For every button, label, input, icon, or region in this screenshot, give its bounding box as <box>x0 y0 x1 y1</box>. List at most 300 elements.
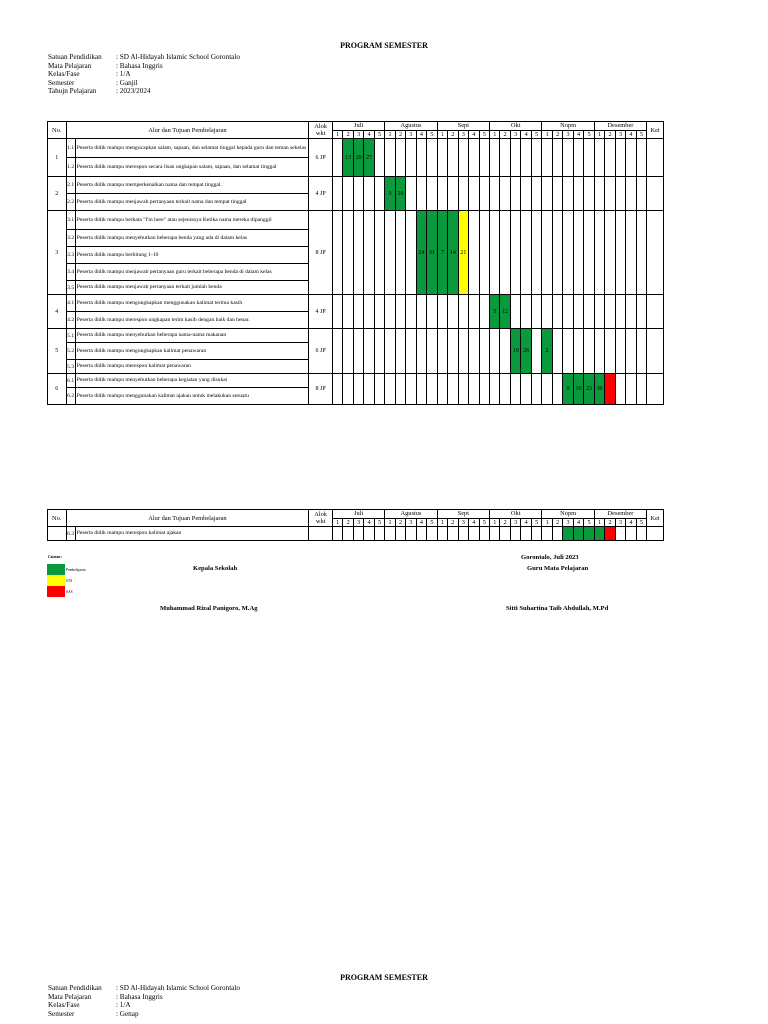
header-week: 5 <box>531 130 542 139</box>
schedule-mark: 31 <box>427 211 437 295</box>
schedule-cell <box>636 211 647 295</box>
header-week: 4 <box>626 518 636 527</box>
header-week: 1 <box>385 518 395 527</box>
header-week: 2 <box>448 518 458 527</box>
schedule-mark <box>573 527 583 541</box>
row-alokasi <box>309 527 333 541</box>
row-description: Peserta didik mampu menggunakan kalimat ajakan untuk melakukan sesuatu <box>75 388 309 405</box>
row-sub-number: 3.4 <box>66 264 75 281</box>
schedule-cell <box>416 527 426 541</box>
schedule-cell <box>573 329 583 374</box>
schedule-cell <box>427 139 437 177</box>
header-week: 2 <box>395 130 405 139</box>
schedule-cell <box>343 177 353 211</box>
row-sub-number: 2.2 <box>66 194 75 211</box>
schedule-mark: 14 <box>448 211 458 295</box>
row-number: 2 <box>48 177 67 211</box>
row-alokasi: 4 JP <box>309 295 333 329</box>
header-row-months <box>48 510 664 519</box>
legend-label-sts: STS <box>66 579 73 583</box>
schedule-cell <box>573 295 583 329</box>
schedule-cell <box>573 177 583 211</box>
header-week: 5 <box>479 518 490 527</box>
header-week: 2 <box>500 130 510 139</box>
schedule-cell <box>605 177 615 211</box>
header-week: 3 <box>510 130 520 139</box>
schedule-cell <box>343 295 353 329</box>
schedule-cell <box>448 295 458 329</box>
schedule-cell <box>469 329 479 374</box>
schedule-cell <box>416 295 426 329</box>
info-value: : Bahasa Inggris <box>116 61 163 70</box>
schedule-cell <box>469 295 479 329</box>
schedule-cell <box>353 211 363 295</box>
schedule-mark: 7 <box>437 211 447 295</box>
info-row <box>48 53 240 62</box>
info-label: Satuan Pendidikan <box>48 53 102 61</box>
schedule-cell <box>395 139 405 177</box>
schedule-cell <box>374 211 384 295</box>
schedule-cell <box>584 211 595 295</box>
schedule-cell <box>343 374 353 405</box>
row-sub-number: 5.1 <box>66 329 75 343</box>
schedule-cell <box>385 374 395 405</box>
schedule-cell <box>479 527 490 541</box>
schedule-cell <box>594 139 604 177</box>
schedule-cell <box>626 177 636 211</box>
header-week: 2 <box>343 130 353 139</box>
schedule-cell <box>594 295 604 329</box>
schedule-cell <box>332 374 342 405</box>
table-row <box>48 295 664 312</box>
schedule-cell <box>500 527 510 541</box>
header-month: Okt <box>490 510 542 519</box>
table-row <box>48 139 664 158</box>
schedule-cell <box>636 329 647 374</box>
schedule-mark: 20 <box>353 139 363 177</box>
row-alokasi: 8 JP <box>309 374 333 405</box>
schedule-cell <box>531 329 542 374</box>
header-week: 2 <box>552 518 562 527</box>
table-row <box>48 527 664 541</box>
schedule-cell <box>479 211 490 295</box>
schedule-cell <box>615 374 625 405</box>
schedule-cell <box>448 527 458 541</box>
info-row <box>48 1001 240 1010</box>
schedule-cell <box>469 374 479 405</box>
schedule-cell <box>448 329 458 374</box>
schedule-cell <box>437 139 447 177</box>
schedule-cell <box>469 211 479 295</box>
schedule-mark: 26 <box>521 329 531 374</box>
schedule-mark <box>563 527 573 541</box>
program-semester-table <box>47 121 664 405</box>
header-week: 5 <box>427 518 437 527</box>
schedule-cell <box>490 177 500 211</box>
schedule-cell <box>427 329 437 374</box>
schedule-cell <box>500 177 510 211</box>
signature-left-role: Kepala Sekolah <box>193 565 238 572</box>
schedule-cell <box>500 329 510 374</box>
schedule-cell <box>385 527 395 541</box>
info-row <box>48 87 240 96</box>
schedule-cell <box>552 211 562 295</box>
header-week: 1 <box>542 518 552 527</box>
schedule-cell <box>615 295 625 329</box>
header-week: 4 <box>469 518 479 527</box>
header-week: 1 <box>594 130 604 139</box>
schedule-cell <box>521 374 531 405</box>
schedule-cell <box>416 329 426 374</box>
schedule-cell <box>332 329 342 374</box>
schedule-mark: 30 <box>594 374 604 405</box>
schedule-cell <box>374 139 384 177</box>
schedule-cell <box>542 295 552 329</box>
header-week: 1 <box>385 130 395 139</box>
row-keterangan <box>647 374 664 405</box>
schedule-cell <box>563 211 573 295</box>
header-week: 2 <box>343 518 353 527</box>
row-sub-number: 1.1 <box>66 139 75 158</box>
info-value: : Ganjil <box>116 78 138 87</box>
schedule-cell <box>626 295 636 329</box>
info-row <box>48 79 240 88</box>
header-alok: Alok wkt <box>309 122 333 139</box>
info-row <box>48 62 240 71</box>
schedule-cell <box>636 374 647 405</box>
schedule-cell <box>531 374 542 405</box>
header-week: 3 <box>353 518 363 527</box>
schedule-cell <box>406 139 416 177</box>
schedule-cell <box>531 139 542 177</box>
row-description: Peserta didik mampu mengungkapkan menggunakan kalimat terima kasih <box>75 295 309 312</box>
schedule-cell <box>510 177 520 211</box>
schedule-mark: 13 <box>343 139 353 177</box>
header-week: 3 <box>615 518 625 527</box>
header-month: Desember <box>594 122 646 131</box>
schedule-cell <box>521 177 531 211</box>
schedule-cell <box>605 139 615 177</box>
row-sub-number: 3.1 <box>66 211 75 230</box>
row-number: 4 <box>48 295 67 329</box>
header-month: Sept <box>437 510 489 519</box>
row-description: Peserta didik mampu mengungkapkan kalimat penawaran <box>75 343 309 360</box>
info-value: : 2023/2024 <box>116 87 151 96</box>
schedule-cell <box>521 295 531 329</box>
schedule-cell <box>490 329 500 374</box>
schedule-cell <box>416 374 426 405</box>
schedule-cell <box>542 374 552 405</box>
header-month: Juli <box>332 122 384 131</box>
header-no: No. <box>48 122 67 139</box>
schedule-cell <box>458 139 468 177</box>
header-no: No. <box>48 510 67 527</box>
schedule-cell <box>626 527 636 541</box>
table-row <box>48 211 664 230</box>
schedule-cell <box>385 139 395 177</box>
schedule-cell <box>395 211 405 295</box>
header-week: 3 <box>406 130 416 139</box>
header-ket: Ket <box>647 510 664 527</box>
schedule-cell <box>636 139 647 177</box>
schedule-cell <box>364 374 374 405</box>
schedule-cell <box>510 374 520 405</box>
schedule-cell <box>374 295 384 329</box>
info-label: Satuan Pendidikan <box>48 984 102 992</box>
schedule-mark: 5 <box>490 295 500 329</box>
legend-label-pembelajaran: Pembelajaran <box>66 568 86 572</box>
row-alokasi: 6 JP <box>309 329 333 374</box>
schedule-cell <box>353 329 363 374</box>
info-row <box>48 1010 240 1019</box>
header-month: Nopm <box>542 510 594 519</box>
row-sub-number: 5.3 <box>66 360 75 374</box>
schedule-cell <box>395 295 405 329</box>
signature-place-date: Gorontalo, Juli 2023 <box>521 554 579 561</box>
schedule-cell <box>353 374 363 405</box>
schedule-cell <box>364 295 374 329</box>
info-label: Mata Pelajaran <box>48 992 92 1001</box>
schedule-cell <box>353 527 363 541</box>
row-description: Peserta didik mampu menyebutkan beberapa nama-nama makanan <box>75 329 309 343</box>
schedule-mark <box>584 527 595 541</box>
schedule-cell <box>406 374 416 405</box>
row-keterangan <box>647 295 664 329</box>
signature-right-name: Sitti Suhartina Taib Abdullah, M.Pd <box>506 605 609 612</box>
header-week: 4 <box>521 518 531 527</box>
schedule-cell <box>542 211 552 295</box>
header-week: 4 <box>416 130 426 139</box>
schedule-cell <box>552 374 562 405</box>
schedule-mark <box>605 527 615 541</box>
header-week: 5 <box>584 130 595 139</box>
row-sub-number: 3.3 <box>66 247 75 264</box>
schedule-cell <box>364 527 374 541</box>
schedule-cell <box>479 139 490 177</box>
header-week: 2 <box>500 518 510 527</box>
row-description: Peserta didik mampu memperkenalkan nama dan tempat tinggal. <box>75 177 309 194</box>
info-value: : Genap <box>116 1009 139 1018</box>
schedule-mark: 10 <box>395 177 405 211</box>
schedule-cell <box>626 329 636 374</box>
schedule-cell <box>458 374 468 405</box>
schedule-mark: 3 <box>385 177 395 211</box>
schedule-mark: 23 <box>584 374 595 405</box>
header-month: Agustus <box>385 510 437 519</box>
info-label: Tahujn Pelajaran <box>48 87 97 96</box>
row-sub-number: 3.2 <box>66 230 75 247</box>
schedule-mark: 12 <box>500 295 510 329</box>
schedule-cell <box>594 177 604 211</box>
row-sub-number: 3.5 <box>66 281 75 295</box>
row-number <box>48 527 67 541</box>
program-semester-table-continued <box>47 509 664 541</box>
schedule-cell <box>490 374 500 405</box>
header-month: Agustus <box>385 122 437 131</box>
schedule-cell <box>552 295 562 329</box>
header-week: 1 <box>490 130 500 139</box>
schedule-mark <box>594 527 604 541</box>
info-label: Mata Pelajaran <box>48 61 92 70</box>
header-week: 1 <box>490 518 500 527</box>
header-row-months <box>48 122 664 131</box>
schedule-cell <box>584 295 595 329</box>
schedule-mark: 27 <box>364 139 374 177</box>
schedule-cell <box>374 177 384 211</box>
row-sub-number: 4.2 <box>66 312 75 329</box>
header-week: 2 <box>605 130 615 139</box>
schedule-mark: 16 <box>573 374 583 405</box>
schedule-cell <box>364 211 374 295</box>
schedule-cell <box>521 527 531 541</box>
row-keterangan <box>647 139 664 177</box>
schedule-cell <box>605 211 615 295</box>
schedule-cell <box>458 329 468 374</box>
schedule-cell <box>490 139 500 177</box>
schedule-cell <box>395 527 405 541</box>
schedule-cell <box>615 139 625 177</box>
header-week: 2 <box>448 130 458 139</box>
schedule-cell <box>406 177 416 211</box>
schedule-cell <box>615 211 625 295</box>
row-description: Peserta didik mampu merespon secara lisan ungkapan salam, sapaan, dan selamat tinggal <box>75 158 309 177</box>
schedule-cell <box>437 177 447 211</box>
schedule-cell <box>458 177 468 211</box>
schedule-cell <box>531 177 542 211</box>
schedule-cell <box>490 527 500 541</box>
info-row <box>48 993 240 1002</box>
schedule-mark: 24 <box>416 211 426 295</box>
header-week: 4 <box>626 130 636 139</box>
header-week: 1 <box>332 130 342 139</box>
row-alokasi: 8 JP <box>309 211 333 295</box>
schedule-cell <box>374 527 384 541</box>
schedule-cell <box>416 177 426 211</box>
table-row <box>48 374 664 388</box>
schedule-cell <box>615 329 625 374</box>
header-week: 2 <box>395 518 405 527</box>
row-keterangan <box>647 211 664 295</box>
header-alur: Alur dan Tujuan Pembelajaran <box>66 510 309 527</box>
schedule-cell <box>626 374 636 405</box>
header-week: 3 <box>615 130 625 139</box>
row-description: Peserta didik mampu merespon kalimat ajakan <box>75 527 309 541</box>
schedule-cell <box>605 295 615 329</box>
schedule-cell <box>427 295 437 329</box>
schedule-mark: 21 <box>458 211 468 295</box>
schedule-cell <box>479 329 490 374</box>
row-sub-number: 6.2 <box>66 388 75 405</box>
row-number: 1 <box>48 139 67 177</box>
schedule-cell <box>573 139 583 177</box>
header-week: 5 <box>479 130 490 139</box>
schedule-cell <box>364 329 374 374</box>
header-month: Okt <box>490 122 542 131</box>
schedule-cell <box>500 139 510 177</box>
schedule-cell <box>531 211 542 295</box>
schedule-cell <box>469 527 479 541</box>
schedule-cell <box>385 295 395 329</box>
row-sub-number: 1.2 <box>66 158 75 177</box>
signature-right-role: Guru Mata Pelajaran <box>527 565 589 572</box>
schedule-mark: 2 <box>542 329 552 374</box>
schedule-cell <box>395 374 405 405</box>
schedule-cell <box>353 295 363 329</box>
schedule-cell <box>584 139 595 177</box>
row-sub-number: 2.1 <box>66 177 75 194</box>
header-week: 1 <box>594 518 604 527</box>
row-sub-number: 4.1 <box>66 295 75 312</box>
header-week: 5 <box>636 518 647 527</box>
header-week: 4 <box>521 130 531 139</box>
header-alok: Alok wkt <box>309 510 333 527</box>
header-week: 2 <box>605 518 615 527</box>
schedule-cell <box>364 177 374 211</box>
row-description: Peserta didik mampu mengucapkan salam, sapaan, dan selamat tinggal kepada guru dan teman sekelas <box>75 139 309 158</box>
schedule-cell <box>636 295 647 329</box>
schedule-cell <box>437 295 447 329</box>
schedule-cell <box>374 374 384 405</box>
schedule-cell <box>479 295 490 329</box>
table-row <box>48 329 664 343</box>
schedule-cell <box>500 211 510 295</box>
schedule-cell <box>427 374 437 405</box>
info-value: : Bahasa Inggris <box>116 992 163 1001</box>
schedule-cell <box>353 177 363 211</box>
schedule-cell <box>542 527 552 541</box>
info-value: : SD Al-Hidayah Islamic School Gorontalo <box>116 984 240 992</box>
info-value: : 1/A <box>116 70 131 79</box>
header-week: 3 <box>353 130 363 139</box>
header-week: 3 <box>458 518 468 527</box>
header-week: 5 <box>427 130 437 139</box>
schedule-cell <box>552 527 562 541</box>
schedule-cell <box>448 139 458 177</box>
row-description: Peserta didik mampu menjawab pertanyaan terkait nama dan tempat tinggal <box>75 194 309 211</box>
schedule-cell <box>594 329 604 374</box>
schedule-cell <box>437 374 447 405</box>
legend-swatch-pembelajaran <box>47 564 65 575</box>
info-label: Kelas/Fase <box>48 70 80 79</box>
schedule-cell <box>332 295 342 329</box>
schedule-cell <box>437 527 447 541</box>
header-week: 1 <box>542 130 552 139</box>
schedule-cell <box>332 177 342 211</box>
schedule-cell <box>626 139 636 177</box>
schedule-cell <box>479 374 490 405</box>
schedule-cell <box>615 177 625 211</box>
info-row <box>48 70 240 79</box>
header-week: 5 <box>531 518 542 527</box>
legend-label-sas: SAS <box>66 590 73 594</box>
header-week: 3 <box>510 518 520 527</box>
schedule-cell <box>563 177 573 211</box>
schedule-cell <box>563 139 573 177</box>
header-alur: Alur dan Tujuan Pembelajaran <box>66 122 309 139</box>
header-week: 4 <box>416 518 426 527</box>
row-keterangan <box>647 329 664 374</box>
schedule-cell <box>584 177 595 211</box>
schedule-cell <box>406 211 416 295</box>
schedule-cell <box>406 329 416 374</box>
schedule-cell <box>510 211 520 295</box>
header-week: 1 <box>437 130 447 139</box>
row-description: Peserta didik mampu menjawab pertanyaan terkait jumlah benda <box>75 281 309 295</box>
info-label: Semester <box>48 78 75 87</box>
schedule-cell <box>343 329 353 374</box>
row-description: Peserta didik mampu merespon ungkapan terim kasih dengan baik dan benar. <box>75 312 309 329</box>
schedule-cell <box>343 211 353 295</box>
